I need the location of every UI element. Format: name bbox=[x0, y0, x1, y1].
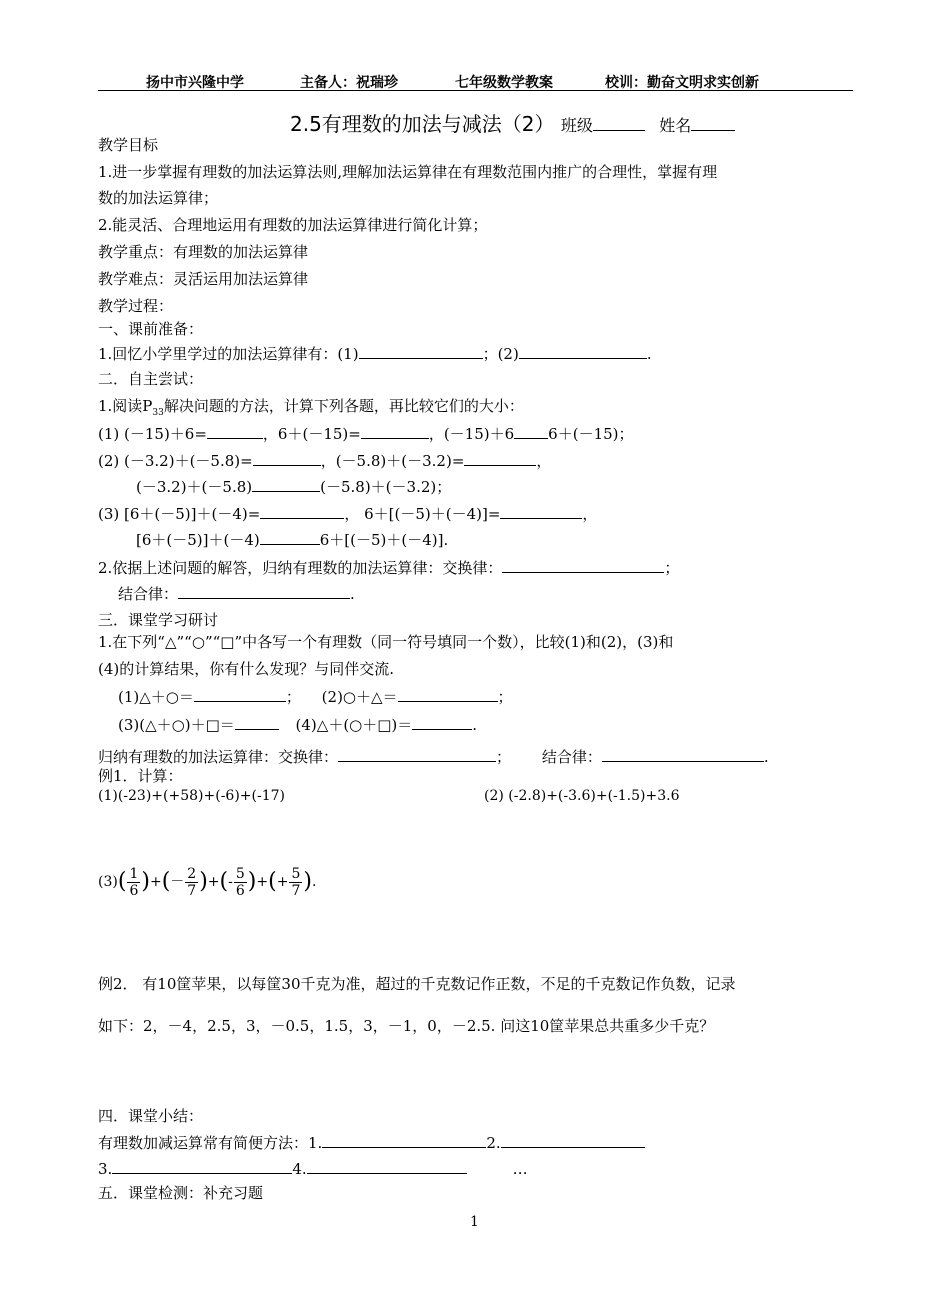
trial-row-3 bbox=[136, 476, 451, 497]
prep-q1-text: 1.回忆小学里学过的加法运算律有：(1) bbox=[98, 345, 359, 363]
answer-blank[interactable] bbox=[194, 686, 286, 702]
trial-row-2 bbox=[98, 450, 551, 471]
ellipsis: … bbox=[512, 1160, 528, 1178]
fraction-3 bbox=[234, 866, 247, 899]
expr: ，(－5.8)＋(－3.2)= bbox=[320, 452, 465, 470]
expr: ； bbox=[497, 688, 513, 706]
expr: (4)△＋(○＋□)＝ bbox=[295, 716, 413, 734]
title-main: 2.5有理数的加法与减法（2） bbox=[290, 112, 555, 136]
answer-blank[interactable] bbox=[178, 583, 350, 599]
answer-blank[interactable] bbox=[253, 450, 321, 466]
numerator: 5 bbox=[291, 865, 301, 882]
process-heading: 教学过程： bbox=[98, 297, 174, 315]
answer-blank[interactable] bbox=[502, 557, 664, 573]
sign: － bbox=[170, 874, 185, 890]
objective-1-line1: 1.进一步掌握有理数的加法运算法则,理解加法运算律在有理数范围内推广的合理性，掌握有理 bbox=[98, 163, 718, 181]
answer-blank[interactable] bbox=[519, 343, 647, 359]
name-blank[interactable] bbox=[691, 115, 735, 131]
class-blank[interactable] bbox=[593, 115, 645, 131]
numerator: 1 bbox=[129, 865, 139, 882]
summary-text: 归纳有理数的加法运算律：交换律： bbox=[98, 748, 339, 766]
expr: (1) (－15)＋6= bbox=[98, 425, 207, 443]
expr: ， bbox=[536, 452, 552, 470]
prep-heading: 一、课前准备： bbox=[98, 320, 204, 338]
plus-sign: + bbox=[256, 874, 269, 890]
q2-end: . bbox=[350, 585, 355, 603]
expr: (2) (－3.2)＋(－5.8)= bbox=[98, 452, 253, 470]
fraction-2 bbox=[185, 866, 198, 899]
q2-sep: ； bbox=[664, 559, 680, 577]
summary-text: 3. bbox=[98, 1160, 113, 1178]
answer-blank[interactable] bbox=[361, 423, 429, 439]
expr: ， bbox=[582, 505, 598, 523]
study-q1-line1: 1.在下列“△”“○”“□”中各写一个有理数（同一符号填同一个数），比较(1)和(2)，(3)和 bbox=[98, 633, 674, 651]
example2-line2: 如下：2，－4，2.5，3，－0.5，1.5，3，－1，0，－2.5. 问这10筐苹果总共重多少千克？ bbox=[98, 1017, 715, 1035]
page-header bbox=[98, 70, 853, 91]
trial-row-1 bbox=[98, 423, 634, 444]
study-heading: 三．课堂学习研讨 bbox=[98, 611, 219, 629]
denominator: 6 bbox=[235, 882, 245, 899]
example1-problem-3: (3)( $\frac{1}{6}$ )+(－ $\frac{2}{7}$ )+(- $\frac{5}{6}$ )+(+ $\frac{5}{7}$ ). bbox=[98, 865, 317, 899]
answer-blank[interactable] bbox=[207, 423, 263, 439]
trial-question-2 bbox=[98, 557, 679, 578]
trial-intro-a: 1.阅读P bbox=[98, 397, 153, 415]
example2-line1: 例2． 有10筐苹果，以每筐30千克为准，超过的千克数记作正数，不足的千克数记作负数，记录 bbox=[98, 975, 736, 993]
objectives-heading: 教学目标 bbox=[98, 136, 159, 154]
sign: - bbox=[228, 874, 233, 890]
expr: . bbox=[472, 716, 478, 734]
objective-2: 2.能灵活、合理地运用有理数的加法运算律进行简化计算； bbox=[98, 216, 488, 234]
trial-row-4 bbox=[98, 503, 597, 524]
header-grade: 七年级数学教案 bbox=[455, 75, 553, 91]
expr: (1)△＋○＝ bbox=[118, 688, 194, 706]
period: . bbox=[311, 874, 317, 890]
problem-label: (3) bbox=[98, 874, 118, 890]
answer-blank[interactable] bbox=[112, 1158, 292, 1174]
expr: (3) [6＋(－5)]＋(－4)= bbox=[98, 505, 261, 523]
compare-blank[interactable] bbox=[252, 476, 320, 492]
name-label: 姓名 bbox=[659, 116, 692, 135]
study-summary bbox=[98, 746, 769, 767]
answer-blank[interactable] bbox=[501, 1132, 645, 1148]
header-school: 扬中市兴隆中学 bbox=[146, 75, 244, 91]
prep-question-1 bbox=[98, 343, 652, 364]
trial-question-2b bbox=[118, 583, 355, 604]
expr: (3)(△＋○)＋□＝ bbox=[118, 716, 235, 734]
page-number: 1 bbox=[470, 1214, 479, 1230]
plus-sign: + bbox=[207, 874, 220, 890]
expr: (－5.8)＋(－3.2)； bbox=[320, 478, 452, 496]
answer-blank[interactable] bbox=[235, 714, 279, 730]
answer-blank[interactable] bbox=[338, 746, 496, 762]
page-ref: 33 bbox=[152, 408, 164, 418]
answer-blank[interactable] bbox=[307, 1158, 467, 1174]
expr: (2)○＋△＝ bbox=[321, 688, 398, 706]
sign: + bbox=[276, 874, 289, 890]
study-q1-line2: (4)的计算结果，你有什么发现？与同伴交流. bbox=[98, 660, 395, 678]
answer-blank[interactable] bbox=[260, 503, 344, 519]
expr: (－3.2)＋(－5.8) bbox=[136, 478, 253, 496]
expr: ； bbox=[285, 688, 301, 706]
answer-blank[interactable] bbox=[464, 450, 536, 466]
key-point: 教学重点：有理数的加法运算律 bbox=[98, 243, 309, 261]
summary-text: 有理数加减运算常有简便方法：1. bbox=[98, 1134, 323, 1152]
compare-blank[interactable] bbox=[514, 423, 548, 439]
answer-blank[interactable] bbox=[500, 503, 582, 519]
answer-blank[interactable] bbox=[602, 746, 764, 762]
study-row-1 bbox=[118, 686, 513, 707]
expr: 6＋[(－5)＋(－4)]. bbox=[319, 531, 449, 549]
summary-line-2 bbox=[98, 1158, 528, 1179]
summary-end: . bbox=[763, 748, 769, 766]
header-motto: 校训：勤奋文明求实创新 bbox=[605, 75, 759, 91]
expr: ，(－15)＋6 bbox=[428, 425, 515, 443]
numerator: 2 bbox=[187, 865, 197, 882]
numerator: 5 bbox=[235, 865, 245, 882]
trial-row-5 bbox=[136, 529, 448, 550]
answer-blank[interactable] bbox=[398, 686, 498, 702]
expr: 6＋(－15)； bbox=[548, 425, 634, 443]
class-label: 班级 bbox=[560, 116, 593, 135]
summary-line-1 bbox=[98, 1132, 645, 1153]
trial-heading: 二．自主尝试： bbox=[98, 370, 204, 388]
summary-text: 4. bbox=[292, 1160, 307, 1178]
study-row-2 bbox=[118, 714, 477, 735]
example1-heading: 例1．计算： bbox=[98, 767, 183, 785]
trial-intro bbox=[98, 396, 524, 423]
compare-blank[interactable] bbox=[260, 529, 320, 545]
denominator: 7 bbox=[187, 882, 197, 899]
answer-blank[interactable] bbox=[412, 714, 472, 730]
answer-blank[interactable] bbox=[322, 1132, 486, 1148]
header-preparer: 主备人：祝瑞珍 bbox=[300, 75, 398, 91]
q2-text: 2.依据上述问题的解答，归纳有理数的加法运算律：交换律： bbox=[98, 559, 503, 577]
check-heading: 五．课堂检测：补充习题 bbox=[98, 1184, 264, 1202]
expr: ，6＋(－15)= bbox=[262, 425, 361, 443]
denominator: 7 bbox=[291, 882, 301, 899]
q2-assoc: 结合律： bbox=[118, 585, 179, 603]
summary-sep: ； bbox=[496, 748, 512, 766]
summary-heading: 四．课堂小结： bbox=[98, 1107, 204, 1125]
answer-blank[interactable] bbox=[359, 343, 483, 359]
expr: ， 6＋[(－5)＋(－4)]= bbox=[344, 505, 501, 523]
example1-problem-2: (2) (-2.8)+(-3.6)+(-1.5)+3.6 bbox=[484, 788, 680, 804]
prep-q1-end: . bbox=[646, 345, 652, 363]
trial-intro-b: 解决问题的方法，计算下列各题，再比较它们的大小： bbox=[163, 397, 524, 415]
summary-assoc: 结合律： bbox=[541, 748, 602, 766]
plus-sign: + bbox=[149, 874, 162, 890]
summary-text: 2. bbox=[486, 1134, 501, 1152]
prep-q1-sep: ；(2) bbox=[482, 345, 519, 363]
expr: [6＋(－5)]＋(－4) bbox=[136, 531, 260, 549]
denominator: 6 bbox=[129, 882, 139, 899]
example1-problem-1: (1)(-23)+(+58)+(-6)+(-17) bbox=[98, 788, 285, 804]
page-title bbox=[290, 108, 735, 137]
difficulty: 教学难点：灵活运用加法运算律 bbox=[98, 270, 309, 288]
objective-1-line2: 数的加法运算律； bbox=[98, 189, 219, 207]
fraction-4 bbox=[289, 866, 302, 899]
fraction-1 bbox=[127, 866, 140, 899]
